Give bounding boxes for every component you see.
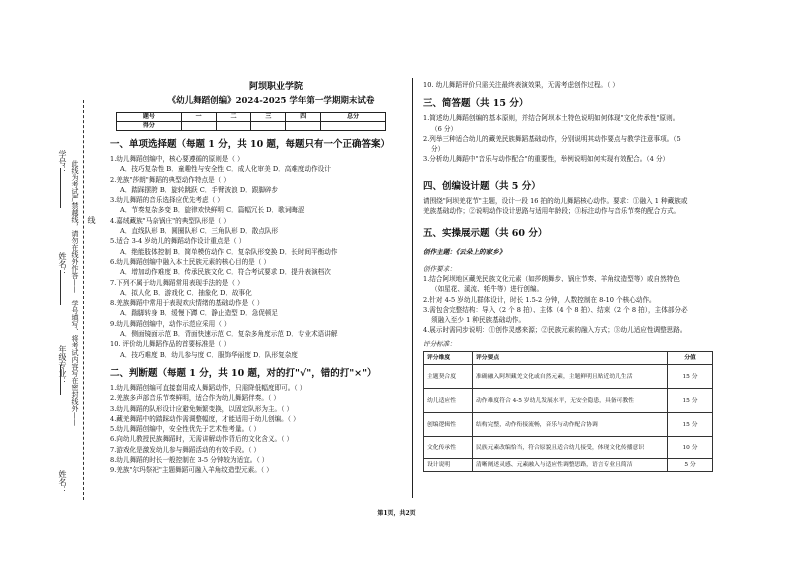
school-name: 阿坝职业学院	[248, 82, 303, 92]
question-options: A．技巧难度 B．幼儿参与度 C．服饰华丽度 D．队形复杂度	[120, 350, 298, 359]
student-id-line	[60, 168, 61, 208]
rubric-score: 15 分	[668, 413, 713, 437]
score-head-cell: 一	[181, 113, 216, 122]
question: 4.藏羌舞蹈中的踏踩动作需调整幅度，才能适用于幼儿创编。（ ）	[110, 414, 300, 423]
class-line	[60, 365, 61, 395]
question: 3.幼儿舞蹈的队形设计应避免频繁变换，以固定队形为主。（ ）	[110, 404, 294, 413]
question-options: A．技巧复杂性 B．童趣性与安全性 C．成人化审美 D．高难度动作设计	[120, 165, 331, 174]
rubric-row	[424, 459, 713, 472]
rubric-dimension: 创编逻辑性	[424, 413, 473, 437]
requirement-line: 3.需包含完整结构：导入（2 个 8 拍）、主体（4 个 8 拍）、结束（2 个 8 拍），主体部分必	[423, 305, 688, 314]
question: 9.幼儿舞蹈创编中，动作示范应采用（ ）	[110, 319, 231, 328]
section-1-questions	[110, 154, 402, 360]
task-line: 羌族基础动作；②说明动作设计思路与适用年龄段；③标注动作与音乐节奏的配合方式。	[423, 207, 681, 216]
seal-line	[83, 100, 84, 500]
seal-word: 线	[87, 216, 96, 224]
task-title: 创作主题：《云朵上的家乡》	[423, 248, 506, 257]
score-head-cell: 三	[251, 113, 286, 122]
section-1-title: 一、单项选择题（每题 1 分，共 10 题，每题只有一个正确答案）	[110, 139, 391, 150]
rubric-dimension: 文化传承性	[424, 437, 473, 459]
name-line	[60, 270, 61, 305]
rubric-table	[423, 351, 713, 472]
rubric-dimension: 幼儿适应性	[424, 389, 473, 413]
rubric-score: 10 分	[668, 437, 713, 459]
score-head-cell: 总分	[321, 113, 386, 122]
question: 6.向幼儿教授民族舞蹈时，无需讲解动作背后的文化含义。（ ）	[110, 435, 294, 444]
name-label: 姓名：	[58, 252, 67, 276]
question: 2.羌族"莎朗"舞蹈的典型动作特点是（ ）	[110, 175, 230, 184]
question: 3.幼儿舞蹈的音乐选择应优先考虑（ ）	[110, 196, 224, 205]
requirement-line: 4.展示时需同步说明：①创作灵感来源；②民族元素的融入方式；③幼儿适应性调整思路。	[423, 326, 687, 335]
question-cont: 分）	[431, 145, 445, 154]
rubric-header-cell: 评分维度	[424, 352, 473, 365]
class-label: 年级专业：	[58, 345, 67, 385]
left-column	[110, 80, 402, 476]
question-options: A．踹脚转身 B．缓慢下蹲 C．静止造型 D．急促顿足	[120, 309, 279, 318]
section-5-title: 五、实操展示题（共 60 分）	[423, 228, 548, 240]
rubric-row	[424, 365, 713, 389]
question: 1.简述幼儿舞蹈创编的基本原则，并结合阿坝本土特色说明如何体现"文化传承性"原则。	[423, 114, 680, 123]
score-table	[116, 112, 386, 131]
question-options: A．拟人化 B．游戏化 C．抽象化 D．故事化	[120, 288, 252, 297]
question-options: A．直线队形 B．圆圈队形 C．三角队形 D．散点队形	[120, 227, 279, 236]
rubric-header-row	[424, 352, 713, 365]
score-row-label: 得分	[117, 122, 182, 131]
exam-title: 《幼儿舞蹈创编》2024-2025 学年第一学期期末试卷	[167, 96, 375, 106]
score-cell	[216, 122, 251, 131]
question: 9.羌族"尔玛祭祀"主题舞蹈可融入羊角纹造型元素。（ ）	[110, 466, 273, 475]
question: 4.嘉绒藏族"马奈锅庄"的典型队形是（ ）	[110, 216, 230, 225]
score-head-cell: 二	[216, 113, 251, 122]
rubric-dimension: 设计说明	[424, 459, 473, 472]
task-line: 请围绕"阿坝羌花节"主题，设计一段 16 拍的幼儿舞蹈核心动作。要求：①融入 1 种藏族或	[423, 196, 688, 205]
score-cell	[251, 122, 286, 131]
rubric-point: 动作难度符合 4-5 岁幼儿发展水平，无安全隐患，具备可教性	[473, 389, 668, 413]
section-2-title: 二、判断题（每题 1 分，共 10 题，对的打"√"，错的打"×"）	[110, 367, 377, 379]
score-head-cell: 题号	[117, 113, 182, 122]
rubric-score: 15 分	[668, 389, 713, 413]
section-4-title: 四、创编设计题（共 5 分）	[423, 180, 541, 192]
requirements-title: 创作要求：	[423, 264, 456, 273]
question-cont: （6 分）	[431, 124, 458, 133]
question-options: A．绝能肢体控制 B．简单模仿动作 C．复杂队形变换 D．长时间平衡动作	[120, 247, 338, 256]
requirement-line: 2.针对 4-5 岁幼儿群体设计，时长 1.5-2 分钟，人数控制在 8-10 个核心动作。	[423, 295, 656, 304]
rubric-title: 评分标准：	[423, 339, 456, 348]
question: 8.羌族舞蹈中常用于表现欢庆情绪的基础动作是（ ）	[110, 299, 264, 308]
question: 5.幼儿舞蹈创编中，安全性优先于艺术性考量。（ ）	[110, 425, 261, 434]
rubric-point: 清晰阐述灵感、元素融入与适应性调整思路，语言专业且简洁	[473, 459, 668, 472]
requirement-line: （如星花、溪流、牦牛等）进行创编。	[431, 285, 544, 294]
rubric-point: 民族元素改编恰当，符合原貌且适合幼儿接受，体现文化传播意识	[473, 437, 668, 459]
rubric-score: 15 分	[668, 365, 713, 389]
question: 6.幼儿舞蹈创编中融入本土民族元素的核心目的是（ ）	[110, 257, 271, 266]
question: 2.羌族多声部音乐节奏鲜明，适合作为幼儿舞蹈伴奏。（ ）	[110, 394, 280, 403]
rubric-score: 5 分	[668, 459, 713, 472]
question: 1.幼儿舞蹈创编可直接套用成人舞蹈动作，只需降低幅度即可。（ ）	[110, 383, 307, 392]
score-cell	[181, 122, 216, 131]
rubric-row	[424, 437, 713, 459]
school-label: 姓名：	[58, 470, 67, 494]
requirement-line: 1.结合阿坝地区藏羌民族文化元素（如莎朗舞步、锅庄节奏、羊角纹造型等）或自然特色	[423, 274, 680, 283]
rubric-point: 结构完整，动作衔接流畅，音乐与动作配合协调	[473, 413, 668, 437]
question-options: A．侧面镜面示范 B．背面快速示范 C．复杂多角度示范 D．专业术语讲解	[120, 330, 338, 339]
rubric-dimension: 主题契合度	[424, 365, 473, 389]
rubric-row	[424, 413, 713, 437]
question: 7.游戏化是激发幼儿参与舞蹈活动的有效手段。（ ）	[110, 445, 261, 454]
question: 10. 幼儿舞蹈评价只需关注最终表演效果，无需考虑创作过程。（ ）	[423, 81, 620, 89]
rubric-row	[424, 389, 713, 413]
student-id-label: 学号：	[58, 150, 67, 174]
rubric-point: 准确融入阿坝藏羌文化或自然元素，主题鲜明且贴近幼儿生活	[473, 365, 668, 389]
question-options: A．踏踩摆胯 B．旋转跳跃 C．手臂波浪 D．跟脚碎步	[120, 185, 279, 194]
right-column	[423, 80, 723, 472]
score-cell	[321, 122, 386, 131]
seal-warning-text-2: 学号填写、将考试内容写在密封线外——	[71, 300, 79, 426]
question: 5.适合 3-4 岁幼儿的舞蹈动作设计重点是（ ）	[110, 237, 246, 246]
seal-warning-text: 此线为考试严禁越线，请勿在线外作答——	[71, 160, 79, 293]
question: 3.分析幼儿舞蹈中"音乐与动作配合"的重要性，举例说明如何实现有效配合。（4 分）	[423, 155, 670, 164]
score-head-cell: 四	[286, 113, 321, 122]
requirement-line: 须融入至少 1 种民族基础动作。	[431, 316, 526, 325]
question-options: A．增加动作难度 B．传承民族文化 C．符合考试要求 D．提升表演档次	[120, 268, 331, 277]
question: 1.幼儿舞蹈创编中，核心要遵循的原则是（ ）	[110, 155, 244, 163]
column-divider	[412, 78, 413, 498]
question: 10. 评价幼儿舞蹈作品的首要标准是（ ）	[110, 340, 231, 349]
binding-margin	[0, 0, 100, 561]
question-options: A．节奏复杂多变 B．旋律欢快鲜明 C．篇幅冗长 D．歌词晦涩	[120, 206, 305, 215]
section-2-questions	[110, 383, 402, 476]
rubric-header-cell: 分值	[668, 352, 713, 365]
page-footer: 第1页，共2页	[377, 510, 416, 517]
question: 8.幼儿舞蹈的时长一般控制在 3-5 分钟较为适宜。（ ）	[110, 456, 269, 465]
section-3-title: 三、简答题（共 15 分）	[423, 98, 529, 110]
rubric-header-cell: 评分要点	[473, 352, 668, 365]
question: 2.列举三种适合幼儿的藏羌民族舞蹈基础动作，分别说明其动作要点与教学注意事项。（5	[423, 134, 681, 143]
score-cell	[286, 122, 321, 131]
question: 7.下列不属于幼儿舞蹈常用表现手法的是（ ）	[110, 278, 244, 287]
